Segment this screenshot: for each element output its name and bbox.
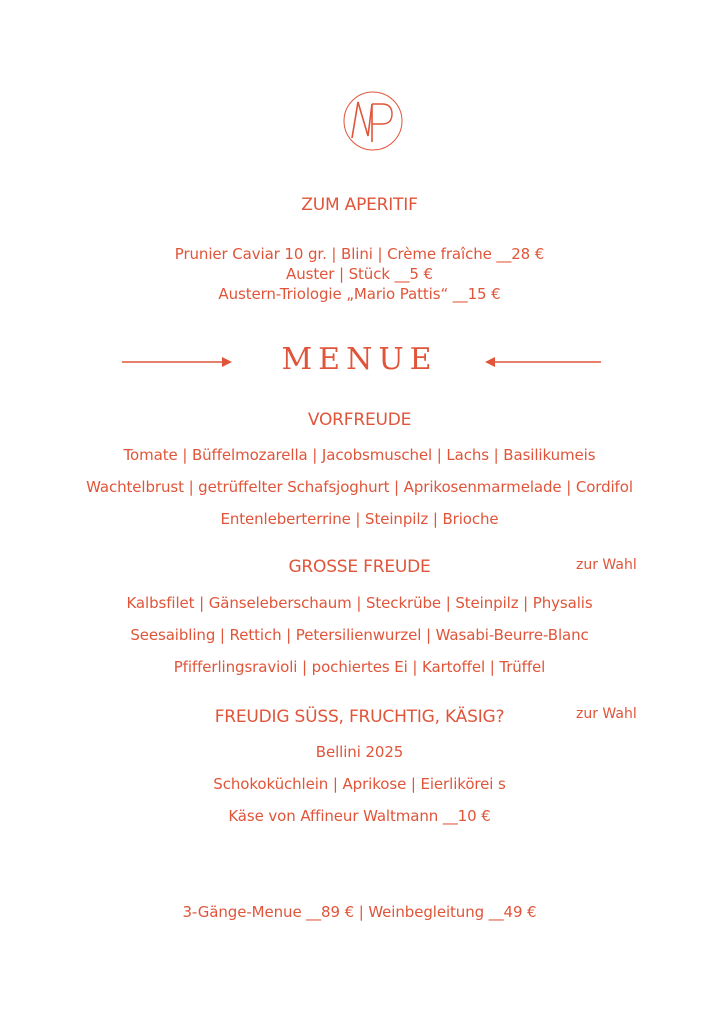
grosse-freude-item: Pfifferlingsravioli | pochiertes Ei | Kartoffel | Trüffel <box>173 658 546 676</box>
aperitif-item: Austern-Triologie „Mario Pattis“ __15 € <box>218 285 501 303</box>
grosse-freude-item: Kalbsfilet | Gänseleberschaum | Steckrübe | Steinpilz | Physalis <box>126 594 593 612</box>
vorfreude-item: Entenleberterrine | Steinpilz | Brioche <box>220 510 499 528</box>
mp-monogram-logo <box>342 90 404 152</box>
choice-note: zur Wahl <box>576 557 637 573</box>
dessert-item: Schokoküchlein | Aprikose | Eierlikörei s <box>213 775 506 793</box>
aperitif-title: ZUM APERITIF <box>301 195 418 215</box>
vorfreude-item: Wachtelbrust | getrüffelter Schafsjoghurt | Aprikosenmarmelade | Cordifol <box>86 478 633 496</box>
aperitif-item: Auster | Stück __5 € <box>286 265 433 283</box>
dessert-title: FREUDIG SÜSS, FRUCHTIG, KÄSIG? <box>214 707 505 727</box>
dessert-item: Käse von Affineur Waltmann __10 € <box>228 807 491 825</box>
dessert-item: Bellini 2025 <box>315 743 404 761</box>
menu-price-footer: 3-Gänge-Menue __89 € | Weinbegleitung __49 € <box>182 903 537 921</box>
grosse-freude-item: Seesaibling | Rettich | Petersilienwurzel | Wasabi-Beurre-Blanc <box>130 626 589 644</box>
choice-note: zur Wahl <box>576 706 637 722</box>
arrow-left-icon <box>483 354 601 368</box>
vorfreude-title: VORFREUDE <box>307 410 412 430</box>
aperitif-item: Prunier Caviar 10 gr. | Blini | Crème fraîche __28 € <box>174 245 545 263</box>
grosse-freude-title: GROSSE FREUDE <box>288 557 431 577</box>
menue-title: MENUE <box>281 342 438 377</box>
vorfreude-item: Tomate | Büffelmozarella | Jacobsmuschel | Lachs | Basilikumeis <box>123 446 596 464</box>
